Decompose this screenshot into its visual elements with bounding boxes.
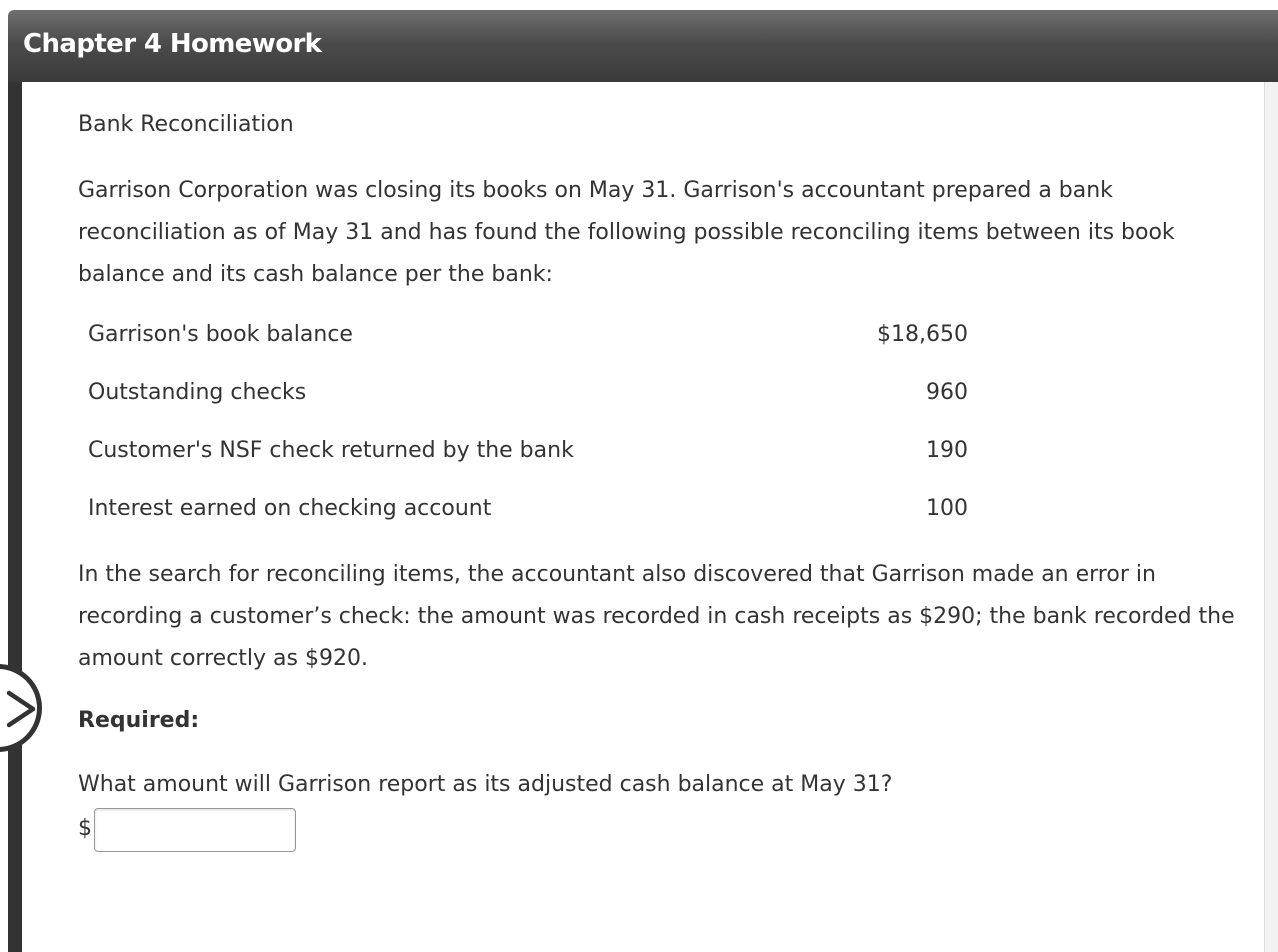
item-label: Outstanding checks xyxy=(88,380,307,405)
problem-intro: Garrison Corporation was closing its books on May 31. Garrison's accountant prepared a bank reconciliation as of May 31 and has found the following possible reconciling items between its book balance and its cash balance per the bank: xyxy=(78,178,1175,287)
scrollbar[interactable] xyxy=(1264,82,1278,952)
list-item xyxy=(88,316,968,374)
list-item xyxy=(88,490,968,548)
item-label: Customer's NSF check returned by the bank xyxy=(88,438,574,463)
question-text: What amount will Garrison report as its adjusted cash balance at May 31? xyxy=(78,772,893,797)
required-label: Required: xyxy=(78,708,200,733)
item-label: Garrison's book balance xyxy=(88,322,353,347)
item-label: Interest earned on checking account xyxy=(88,496,492,521)
item-value: 190 xyxy=(926,438,968,463)
next-question-button[interactable] xyxy=(0,664,42,752)
page-title: Chapter 4 Homework xyxy=(23,29,322,59)
item-value: $18,650 xyxy=(877,322,968,347)
list-item xyxy=(88,432,968,490)
chevron-right-icon xyxy=(1,687,41,731)
currency-symbol: $ xyxy=(78,816,92,841)
error-note: In the search for reconciling items, the accountant also discovered that Garrison made an error in recording a customer’s check: the amount was recorded in cash receipts as $290; the bank recorded the amount correctly as $920. xyxy=(78,562,1235,671)
title-bar xyxy=(8,10,1278,82)
item-value: 100 xyxy=(926,496,968,521)
answer-input[interactable] xyxy=(94,808,296,852)
list-item xyxy=(88,374,968,432)
reconciling-items-list xyxy=(88,316,968,548)
item-value: 960 xyxy=(926,380,968,405)
left-rail xyxy=(8,82,22,952)
section-heading: Bank Reconciliation xyxy=(78,112,294,137)
